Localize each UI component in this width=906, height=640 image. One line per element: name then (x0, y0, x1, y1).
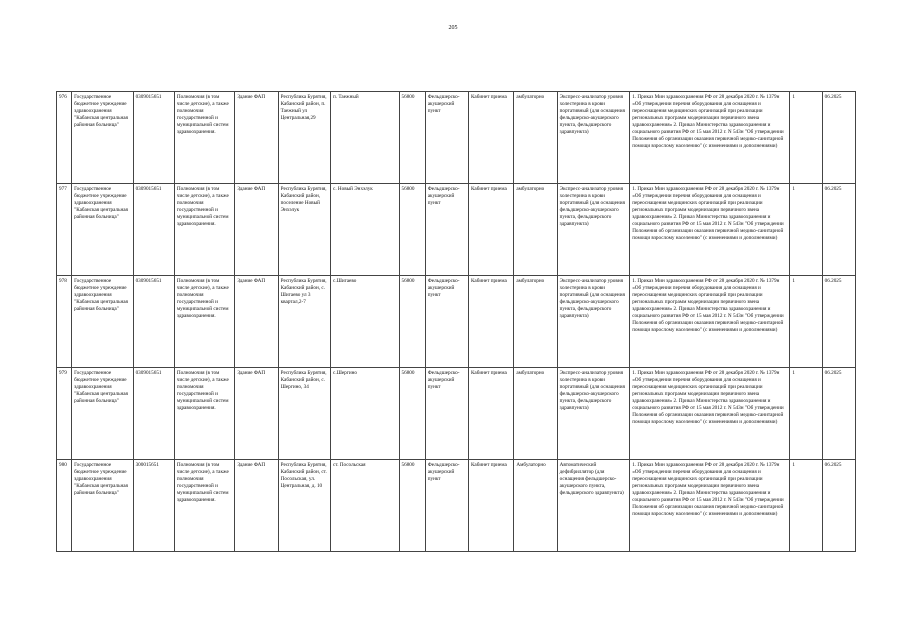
table-row (57, 184, 856, 276)
inn-cell: 300015651 (133, 460, 174, 552)
table-row (57, 368, 856, 460)
quantity-cell: 1 (790, 184, 822, 276)
legal-basis-cell: 1. Приказ Мин здравоохранения РФ от 28 декабря 2020 г. № 1379н «Об утверждении перечня оборудования для оснащения и переоснащения медицинских организаций при реализации региональных программ модернизации первичного звена здравоохранения» 2. Приказ Министерства здравоохранения и социального развития РФ от 15 мая 2012 г. N 543н "Об утверждении Положения об организации оказания первичной медико-санитарной помощи взрослому населению" (с изменениями и дополнениями) (630, 92, 790, 184)
inn-cell: 0309015651 (133, 92, 174, 184)
care-mode-cell: амбулаторно (514, 184, 557, 276)
code-cell: 56800 (399, 460, 425, 552)
authority-cell: Полномочия (в том числе детские), а также полномочия государственной и муниципальной систем здравоохранения. (174, 92, 234, 184)
code-cell: 56800 (399, 184, 425, 276)
settlement-cell: ст. Посольская (331, 460, 400, 552)
organization-cell: Государственное бюджетное учреждение здравоохранения "Кабанская центральная районная больница" (72, 184, 133, 276)
authority-cell: Полномочия (в том числе детские), а также полномочия государственной и муниципальной систем здравоохранения. (174, 276, 234, 368)
row-number-cell: 979 (57, 368, 72, 460)
facility-type-cell: Фельдшерско-акушерский пункт (425, 276, 468, 368)
date-cell: 06.2025 (822, 276, 855, 368)
table-row (57, 92, 856, 184)
room-cell: Кабинет приема (469, 276, 514, 368)
equipment-cell: Экспресс-анализатор уровня холестерина в крови портативный (для оснащения фельдшерско-акушерского пункта, фельдшерского здравпункта) (557, 92, 630, 184)
inn-cell: 0309015651 (133, 276, 174, 368)
equipment-cell: Экспресс-анализатор уровня холестерина в крови портативный (для оснащения фельдшерско-акушерского пункта, фельдшерского здравпункта) (557, 368, 630, 460)
equipment-cell: Экспресс-анализатор уровня холестерина в крови портативный (для оснащения фельдшерско-акушерского пункта, фельдшерского здравпункта) (557, 276, 630, 368)
building-cell: Здание ФАП (235, 460, 278, 552)
table-row (57, 460, 856, 552)
settlement-cell: с.Шигаево (331, 276, 400, 368)
quantity-cell: 1 (790, 368, 822, 460)
table-row (57, 276, 856, 368)
legal-basis-cell: 1. Приказ Мин здравоохранения РФ от 28 декабря 2020 г. № 1379н «Об утверждении перечня оборудования для оснащения и переоснащения медицинских организаций при реализации региональных программ модернизации первичного звена здравоохранения» 2. Приказ Министерства здравоохранения и социального развития РФ от 15 мая 2012 г. N 543н "Об утверждении Положения об организации оказания первичной медико-санитарной помощи взрослому населению" (с изменениями и дополнениями) (630, 184, 790, 276)
row-number-cell: 978 (57, 276, 72, 368)
care-mode-cell: амбулаторно (514, 92, 557, 184)
care-mode-cell: Амбулаторно (514, 460, 557, 552)
building-cell: Здание ФАП (235, 276, 278, 368)
date-cell: 06.2025 (822, 184, 855, 276)
room-cell: Кабинет приема (469, 184, 514, 276)
quantity-cell: 1 (790, 460, 822, 552)
care-mode-cell: амбулаторно (514, 368, 557, 460)
authority-cell: Полномочия (в том числе детские), а также полномочия государственной и муниципальной систем здравоохранения. (174, 460, 234, 552)
address-cell: Республика Бурятия, Кабанский район, поселение Новый Энхэлук (278, 184, 330, 276)
address-cell: Республика Бурятия, Кабанский район, п. Таежный ул Центральная,29 (278, 92, 330, 184)
legal-basis-cell: 1. Приказ Мин здравоохранения РФ от 28 декабря 2020 г. № 1379н «Об утверждении перечня оборудования для оснащения и переоснащения медицинских организаций при реализации региональных программ модернизации первичного звена здравоохранения» 2. Приказ Министерства здравоохранения и социального развития РФ от 15 мая 2012 г. N 543н "Об утверждении Положения об организации оказания первичной медико-санитарной помощи взрослому населению" (с изменениями и дополнениями) (630, 368, 790, 460)
date-cell: 06.2025 (822, 368, 855, 460)
settlement-cell: с. Новый Энхэлук (331, 184, 400, 276)
equipment-registry-table (56, 91, 856, 552)
code-cell: 56800 (399, 92, 425, 184)
code-cell: 56800 (399, 368, 425, 460)
facility-type-cell: Фельдшерско-акушерский пункт (425, 184, 468, 276)
organization-cell: Государственное бюджетное учреждение здравоохранения "Кабанская центральная районная больница" (72, 460, 133, 552)
equipment-cell: Экспресс-анализатор уровня холестерина в крови портативный (для оснащения фельдшерско-акушерского пункта, фельдшерского здравпункта) (557, 184, 630, 276)
authority-cell: Полномочия (в том числе детские), а также полномочия государственной и муниципальной систем здравоохранения. (174, 184, 234, 276)
room-cell: Кабинет приема (469, 460, 514, 552)
legal-basis-cell: 1. Приказ Мин здравоохранения РФ от 28 декабря 2020 г. № 1379н «Об утверждении перечня оборудования для оснащения и переоснащения медицинских организаций при реализации региональных программ модернизации первичного звена здравоохранения» 2. Приказ Министерства здравоохранения и социального развития РФ от 15 мая 2012 г. N 543н "Об утверждении Положения об организации оказания первичной медико-санитарной помощи взрослому населению" (с изменениями и дополнениями) (630, 460, 790, 552)
row-number-cell: 980 (57, 460, 72, 552)
address-cell: Республика Бурятия, Кабанский район, с. Шигаево ул 3 квартал,2-7 (278, 276, 330, 368)
care-mode-cell: амбулаторно (514, 276, 557, 368)
quantity-cell: 1 (790, 276, 822, 368)
row-number-cell: 976 (57, 92, 72, 184)
code-cell: 56800 (399, 276, 425, 368)
room-cell: Кабинет приема (469, 92, 514, 184)
registry-body (57, 92, 856, 552)
date-cell: 06.2025 (822, 460, 855, 552)
organization-cell: Государственное бюджетное учреждение здравоохранения "Кабанская центральная районная больница" (72, 276, 133, 368)
organization-cell: Государственное бюджетное учреждение здравоохранения "Кабанская центральная районная больница" (72, 368, 133, 460)
row-number-cell: 977 (57, 184, 72, 276)
inn-cell: 0309015651 (133, 368, 174, 460)
settlement-cell: с.Шергино (331, 368, 400, 460)
building-cell: Здание ФАП (235, 92, 278, 184)
facility-type-cell: Фельдшерско-акушерский пункт (425, 460, 468, 552)
organization-cell: Государственное бюджетное учреждение здравоохранения "Кабанская центральная районная больница" (72, 92, 133, 184)
room-cell: Кабинет приема (469, 368, 514, 460)
inn-cell: 0309015651 (133, 184, 174, 276)
quantity-cell: 1 (790, 92, 822, 184)
equipment-cell: Автоматический дефибриллятор (для оснащения фельдшерско-акушерского пункта, фельдшерского здравпункта) (557, 460, 630, 552)
settlement-cell: п. Таежный (331, 92, 400, 184)
page-number: 205 (448, 25, 458, 31)
authority-cell: Полномочия (в том числе детские), а также полномочия государственной и муниципальной систем здравоохранения. (174, 368, 234, 460)
date-cell: 06.2025 (822, 92, 855, 184)
address-cell: Республика Бурятия, Кабанский район, с. Шергино, 34 (278, 368, 330, 460)
facility-type-cell: Фельдшерско-акушерский пункт (425, 92, 468, 184)
legal-basis-cell: 1. Приказ Мин здравоохранения РФ от 28 декабря 2020 г. № 1379н «Об утверждении перечня оборудования для оснащения и переоснащения медицинских организаций при реализации региональных программ модернизации первичного звена здравоохранения» 2. Приказ Министерства здравоохранения и социального развития РФ от 15 мая 2012 г. N 543н "Об утверждении Положения об организации оказания первичной медико-санитарной помощи взрослому населению" (с изменениями и дополнениями) (630, 276, 790, 368)
building-cell: Здание ФАП (235, 368, 278, 460)
address-cell: Республика Бурятия, Кабанский район, ст. Посольская, ул. Центральная, д. 10 (278, 460, 330, 552)
facility-type-cell: Фельдшерско-акушерский пункт (425, 368, 468, 460)
building-cell: Здание ФАП (235, 184, 278, 276)
